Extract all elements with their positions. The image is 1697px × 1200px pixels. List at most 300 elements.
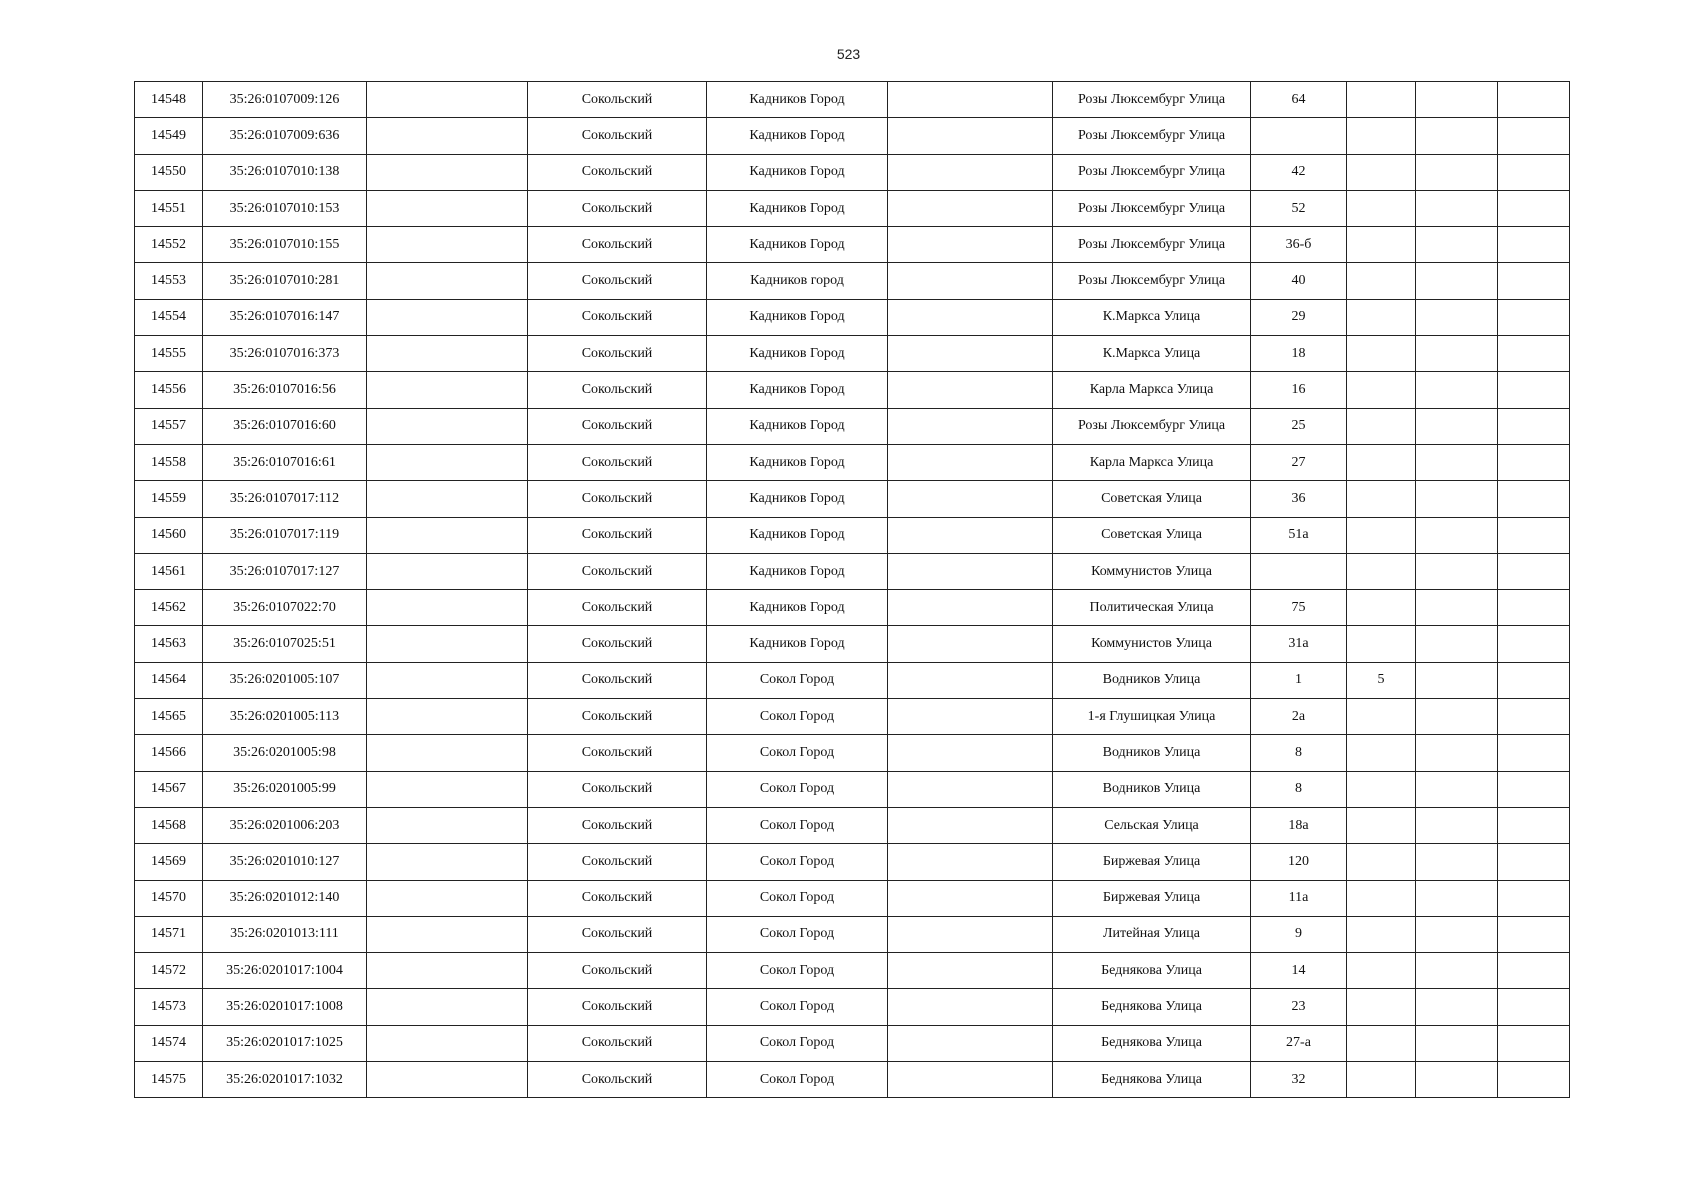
cadastral-number-cell: 35:26:0107016:60 [203,408,367,444]
street-cell: Розы Люксембург Улица [1053,82,1251,118]
building-cell [1347,916,1416,952]
locality-cell: Кадников Город [707,190,888,226]
row-number-cell: 14549 [135,118,203,154]
house-number-cell: 2а [1251,699,1347,735]
street-cell: Беднякова Улица [1053,1062,1251,1098]
empty-column-cell [367,807,528,843]
table-row [135,263,1570,299]
empty-column-cell [367,553,528,589]
locality-cell: Кадников Город [707,481,888,517]
cadastral-number-cell: 35:26:0107016:61 [203,444,367,480]
cadastral-number-cell: 35:26:0201010:127 [203,844,367,880]
empty-column-cell [367,735,528,771]
empty-column-cell [888,299,1053,335]
table-row [135,735,1570,771]
empty-column-cell [1416,989,1498,1025]
empty-column-cell [367,844,528,880]
row-number-cell: 14553 [135,263,203,299]
empty-column-cell [1416,408,1498,444]
empty-column-cell [367,481,528,517]
cadastral-number-cell: 35:26:0107016:147 [203,299,367,335]
row-number-cell: 14568 [135,807,203,843]
empty-column-cell [1498,989,1570,1025]
street-cell: Литейная Улица [1053,916,1251,952]
street-cell: Розы Люксембург Улица [1053,227,1251,263]
empty-column-cell [888,227,1053,263]
cadastral-number-cell: 35:26:0201012:140 [203,880,367,916]
empty-column-cell [888,118,1053,154]
row-number-cell: 14566 [135,735,203,771]
empty-column-cell [888,590,1053,626]
empty-column-cell [1416,590,1498,626]
street-cell: Сельская Улица [1053,807,1251,843]
house-number-cell: 8 [1251,735,1347,771]
empty-column-cell [1416,227,1498,263]
empty-column-cell [1416,1025,1498,1061]
empty-column-cell [1498,481,1570,517]
locality-cell: Сокол Город [707,880,888,916]
empty-column-cell [1416,263,1498,299]
house-number-cell: 40 [1251,263,1347,299]
cadastral-number-cell: 35:26:0107017:127 [203,553,367,589]
empty-column-cell [1416,880,1498,916]
row-number-cell: 14554 [135,299,203,335]
house-number-cell: 31а [1251,626,1347,662]
empty-column-cell [1416,626,1498,662]
empty-column-cell [888,989,1053,1025]
building-cell [1347,299,1416,335]
empty-column-cell [1498,299,1570,335]
district-cell: Сокольский [528,154,707,190]
row-number-cell: 14561 [135,553,203,589]
locality-cell: Кадников Город [707,372,888,408]
street-cell: Водников Улица [1053,771,1251,807]
street-cell: Розы Люксембург Улица [1053,118,1251,154]
empty-column-cell [1498,807,1570,843]
district-cell: Сокольский [528,190,707,226]
empty-column-cell [1416,916,1498,952]
empty-column-cell [367,590,528,626]
empty-column-cell [1416,844,1498,880]
locality-cell: Кадников Город [707,553,888,589]
empty-column-cell [367,989,528,1025]
empty-column-cell [888,190,1053,226]
empty-column-cell [1498,953,1570,989]
empty-column-cell [888,953,1053,989]
empty-column-cell [1498,662,1570,698]
table-row [135,372,1570,408]
empty-column-cell [1498,771,1570,807]
empty-column-cell [1416,154,1498,190]
empty-column-cell [1498,263,1570,299]
street-cell: К.Маркса Улица [1053,336,1251,372]
cadastral-number-cell: 35:26:0201005:113 [203,699,367,735]
district-cell: Сокольский [528,916,707,952]
row-number-cell: 14572 [135,953,203,989]
empty-column-cell [1416,299,1498,335]
empty-column-cell [1498,408,1570,444]
district-cell: Сокольский [528,263,707,299]
table-row [135,227,1570,263]
row-number-cell: 14550 [135,154,203,190]
empty-column-cell [888,517,1053,553]
locality-cell: Кадников Город [707,227,888,263]
building-cell [1347,590,1416,626]
building-cell [1347,953,1416,989]
street-cell: Водников Улица [1053,735,1251,771]
empty-column-cell [1498,916,1570,952]
street-cell: Коммунистов Улица [1053,553,1251,589]
cadastral-number-cell: 35:26:0107010:153 [203,190,367,226]
house-number-cell: 32 [1251,1062,1347,1098]
street-cell: Советская Улица [1053,481,1251,517]
empty-column-cell [367,1062,528,1098]
street-cell: Советская Улица [1053,517,1251,553]
empty-column-cell [1416,82,1498,118]
locality-cell: Сокол Город [707,771,888,807]
table-row [135,699,1570,735]
building-cell [1347,227,1416,263]
empty-column-cell [1416,444,1498,480]
row-number-cell: 14574 [135,1025,203,1061]
locality-cell: Кадников Город [707,517,888,553]
cadastral-number-cell: 35:26:0107016:373 [203,336,367,372]
district-cell: Сокольский [528,1025,707,1061]
empty-column-cell [367,227,528,263]
house-number-cell: 42 [1251,154,1347,190]
locality-cell: Сокол Город [707,662,888,698]
table-row [135,989,1570,1025]
empty-column-cell [888,336,1053,372]
house-number-cell: 18а [1251,807,1347,843]
table-row [135,118,1570,154]
locality-cell: Сокол Город [707,844,888,880]
house-number-cell: 52 [1251,190,1347,226]
empty-column-cell [1416,336,1498,372]
district-cell: Сокольский [528,227,707,263]
empty-column-cell [367,82,528,118]
row-number-cell: 14564 [135,662,203,698]
cadastral-number-cell: 35:26:0201005:99 [203,771,367,807]
empty-column-cell [1498,190,1570,226]
empty-column-cell [1498,227,1570,263]
district-cell: Сокольский [528,408,707,444]
registry-table [134,81,1570,1098]
house-number-cell: 9 [1251,916,1347,952]
house-number-cell: 1 [1251,662,1347,698]
building-cell [1347,444,1416,480]
empty-column-cell [367,299,528,335]
locality-cell: Кадников Город [707,299,888,335]
empty-column-cell [888,662,1053,698]
table-row [135,481,1570,517]
house-number-cell: 18 [1251,336,1347,372]
table-row [135,444,1570,480]
empty-column-cell [367,1025,528,1061]
street-cell: Розы Люксембург Улица [1053,190,1251,226]
cadastral-number-cell: 35:26:0107010:281 [203,263,367,299]
empty-column-cell [367,699,528,735]
district-cell: Сокольский [528,1062,707,1098]
building-cell [1347,154,1416,190]
row-number-cell: 14570 [135,880,203,916]
cadastral-number-cell: 35:26:0201006:203 [203,807,367,843]
empty-column-cell [1416,807,1498,843]
house-number-cell [1251,553,1347,589]
empty-column-cell [1498,154,1570,190]
table-row [135,953,1570,989]
table-row [135,626,1570,662]
empty-column-cell [367,916,528,952]
table-row [135,771,1570,807]
empty-column-cell [367,408,528,444]
table-row [135,1025,1570,1061]
cadastral-number-cell: 35:26:0107017:112 [203,481,367,517]
building-cell [1347,699,1416,735]
district-cell: Сокольский [528,880,707,916]
empty-column-cell [888,771,1053,807]
table-row [135,408,1570,444]
row-number-cell: 14573 [135,989,203,1025]
empty-column-cell [888,372,1053,408]
empty-column-cell [1416,372,1498,408]
empty-column-cell [367,263,528,299]
building-cell [1347,190,1416,226]
empty-column-cell [1416,953,1498,989]
empty-column-cell [888,263,1053,299]
district-cell: Сокольский [528,989,707,1025]
house-number-cell: 25 [1251,408,1347,444]
row-number-cell: 14565 [135,699,203,735]
empty-column-cell [367,190,528,226]
empty-column-cell [888,408,1053,444]
house-number-cell [1251,118,1347,154]
street-cell: Водников Улица [1053,662,1251,698]
district-cell: Сокольский [528,481,707,517]
row-number-cell: 14555 [135,336,203,372]
locality-cell: Сокол Город [707,699,888,735]
district-cell: Сокольский [528,735,707,771]
empty-column-cell [888,444,1053,480]
registry-table-body [135,82,1570,1098]
locality-cell: Кадников Город [707,408,888,444]
empty-column-cell [1416,481,1498,517]
locality-cell: Кадников Город [707,336,888,372]
cadastral-number-cell: 35:26:0107022:70 [203,590,367,626]
house-number-cell: 27-а [1251,1025,1347,1061]
empty-column-cell [1416,517,1498,553]
building-cell [1347,82,1416,118]
locality-cell: Кадников Город [707,118,888,154]
row-number-cell: 14567 [135,771,203,807]
building-cell [1347,844,1416,880]
empty-column-cell [888,880,1053,916]
empty-column-cell [1498,1062,1570,1098]
building-cell [1347,989,1416,1025]
empty-column-cell [1498,82,1570,118]
empty-column-cell [367,336,528,372]
street-cell: Карла Маркса Улица [1053,444,1251,480]
house-number-cell: 75 [1251,590,1347,626]
building-cell [1347,771,1416,807]
table-row [135,844,1570,880]
empty-column-cell [888,82,1053,118]
empty-column-cell [367,771,528,807]
district-cell: Сокольский [528,553,707,589]
locality-cell: Сокол Город [707,807,888,843]
house-number-cell: 29 [1251,299,1347,335]
table-row [135,299,1570,335]
locality-cell: Кадников Город [707,82,888,118]
house-number-cell: 64 [1251,82,1347,118]
empty-column-cell [1416,771,1498,807]
table-row [135,553,1570,589]
empty-column-cell [1498,626,1570,662]
cadastral-number-cell: 35:26:0201005:98 [203,735,367,771]
house-number-cell: 27 [1251,444,1347,480]
empty-column-cell [888,1062,1053,1098]
locality-cell: Сокол Город [707,1025,888,1061]
row-number-cell: 14575 [135,1062,203,1098]
empty-column-cell [1416,699,1498,735]
empty-column-cell [1498,444,1570,480]
building-cell: 5 [1347,662,1416,698]
house-number-cell: 23 [1251,989,1347,1025]
table-row [135,880,1570,916]
building-cell [1347,880,1416,916]
empty-column-cell [888,844,1053,880]
locality-cell: Сокол Город [707,1062,888,1098]
empty-column-cell [888,553,1053,589]
table-row [135,190,1570,226]
empty-column-cell [1498,844,1570,880]
locality-cell: Сокол Город [707,916,888,952]
table-row [135,662,1570,698]
street-cell: 1-я Глушицкая Улица [1053,699,1251,735]
street-cell: Розы Люксембург Улица [1053,154,1251,190]
street-cell: Беднякова Улица [1053,1025,1251,1061]
table-row [135,82,1570,118]
row-number-cell: 14552 [135,227,203,263]
district-cell: Сокольский [528,807,707,843]
cadastral-number-cell: 35:26:0201017:1008 [203,989,367,1025]
empty-column-cell [888,626,1053,662]
cadastral-number-cell: 35:26:0201017:1025 [203,1025,367,1061]
locality-cell: Кадников Город [707,590,888,626]
table-row [135,154,1570,190]
cadastral-number-cell: 35:26:0201005:107 [203,662,367,698]
street-cell: Беднякова Улица [1053,989,1251,1025]
street-cell: Беднякова Улица [1053,953,1251,989]
building-cell [1347,735,1416,771]
building-cell [1347,263,1416,299]
building-cell [1347,807,1416,843]
table-row [135,1062,1570,1098]
street-cell: К.Маркса Улица [1053,299,1251,335]
table-row [135,517,1570,553]
empty-column-cell [367,118,528,154]
street-cell: Коммунистов Улица [1053,626,1251,662]
empty-column-cell [1498,517,1570,553]
house-number-cell: 36 [1251,481,1347,517]
empty-column-cell [888,481,1053,517]
empty-column-cell [1416,118,1498,154]
row-number-cell: 14559 [135,481,203,517]
empty-column-cell [367,626,528,662]
locality-cell: Кадников Город [707,154,888,190]
district-cell: Сокольский [528,662,707,698]
locality-cell: Сокол Город [707,735,888,771]
empty-column-cell [888,154,1053,190]
district-cell: Сокольский [528,372,707,408]
table-row [135,807,1570,843]
row-number-cell: 14551 [135,190,203,226]
table-row [135,590,1570,626]
cadastral-number-cell: 35:26:0107017:119 [203,517,367,553]
cadastral-number-cell: 35:26:0107009:126 [203,82,367,118]
building-cell [1347,118,1416,154]
district-cell: Сокольский [528,626,707,662]
district-cell: Сокольский [528,444,707,480]
empty-column-cell [888,807,1053,843]
cadastral-number-cell: 35:26:0201017:1032 [203,1062,367,1098]
table-row [135,336,1570,372]
row-number-cell: 14560 [135,517,203,553]
locality-cell: Сокол Город [707,953,888,989]
row-number-cell: 14557 [135,408,203,444]
row-number-cell: 14548 [135,82,203,118]
empty-column-cell [1416,553,1498,589]
empty-column-cell [367,372,528,408]
empty-column-cell [367,880,528,916]
empty-column-cell [1498,372,1570,408]
street-cell: Биржевая Улица [1053,844,1251,880]
row-number-cell: 14558 [135,444,203,480]
building-cell [1347,626,1416,662]
row-number-cell: 14556 [135,372,203,408]
house-number-cell: 8 [1251,771,1347,807]
district-cell: Сокольский [528,82,707,118]
building-cell [1347,553,1416,589]
building-cell [1347,336,1416,372]
empty-column-cell [888,1025,1053,1061]
cadastral-number-cell: 35:26:0107025:51 [203,626,367,662]
empty-column-cell [367,444,528,480]
empty-column-cell [1498,880,1570,916]
house-number-cell: 11а [1251,880,1347,916]
empty-column-cell [1498,118,1570,154]
empty-column-cell [1498,553,1570,589]
empty-column-cell [888,916,1053,952]
locality-cell: Кадников Город [707,444,888,480]
district-cell: Сокольский [528,953,707,989]
building-cell [1347,408,1416,444]
district-cell: Сокольский [528,699,707,735]
house-number-cell: 51а [1251,517,1347,553]
empty-column-cell [1416,190,1498,226]
street-cell: Розы Люксембург Улица [1053,408,1251,444]
cadastral-number-cell: 35:26:0107016:56 [203,372,367,408]
cadastral-number-cell: 35:26:0201017:1004 [203,953,367,989]
house-number-cell: 16 [1251,372,1347,408]
locality-cell: Кадников город [707,263,888,299]
empty-column-cell [367,953,528,989]
empty-column-cell [367,517,528,553]
empty-column-cell [1416,735,1498,771]
building-cell [1347,1062,1416,1098]
cadastral-number-cell: 35:26:0201013:111 [203,916,367,952]
locality-cell: Сокол Город [707,989,888,1025]
